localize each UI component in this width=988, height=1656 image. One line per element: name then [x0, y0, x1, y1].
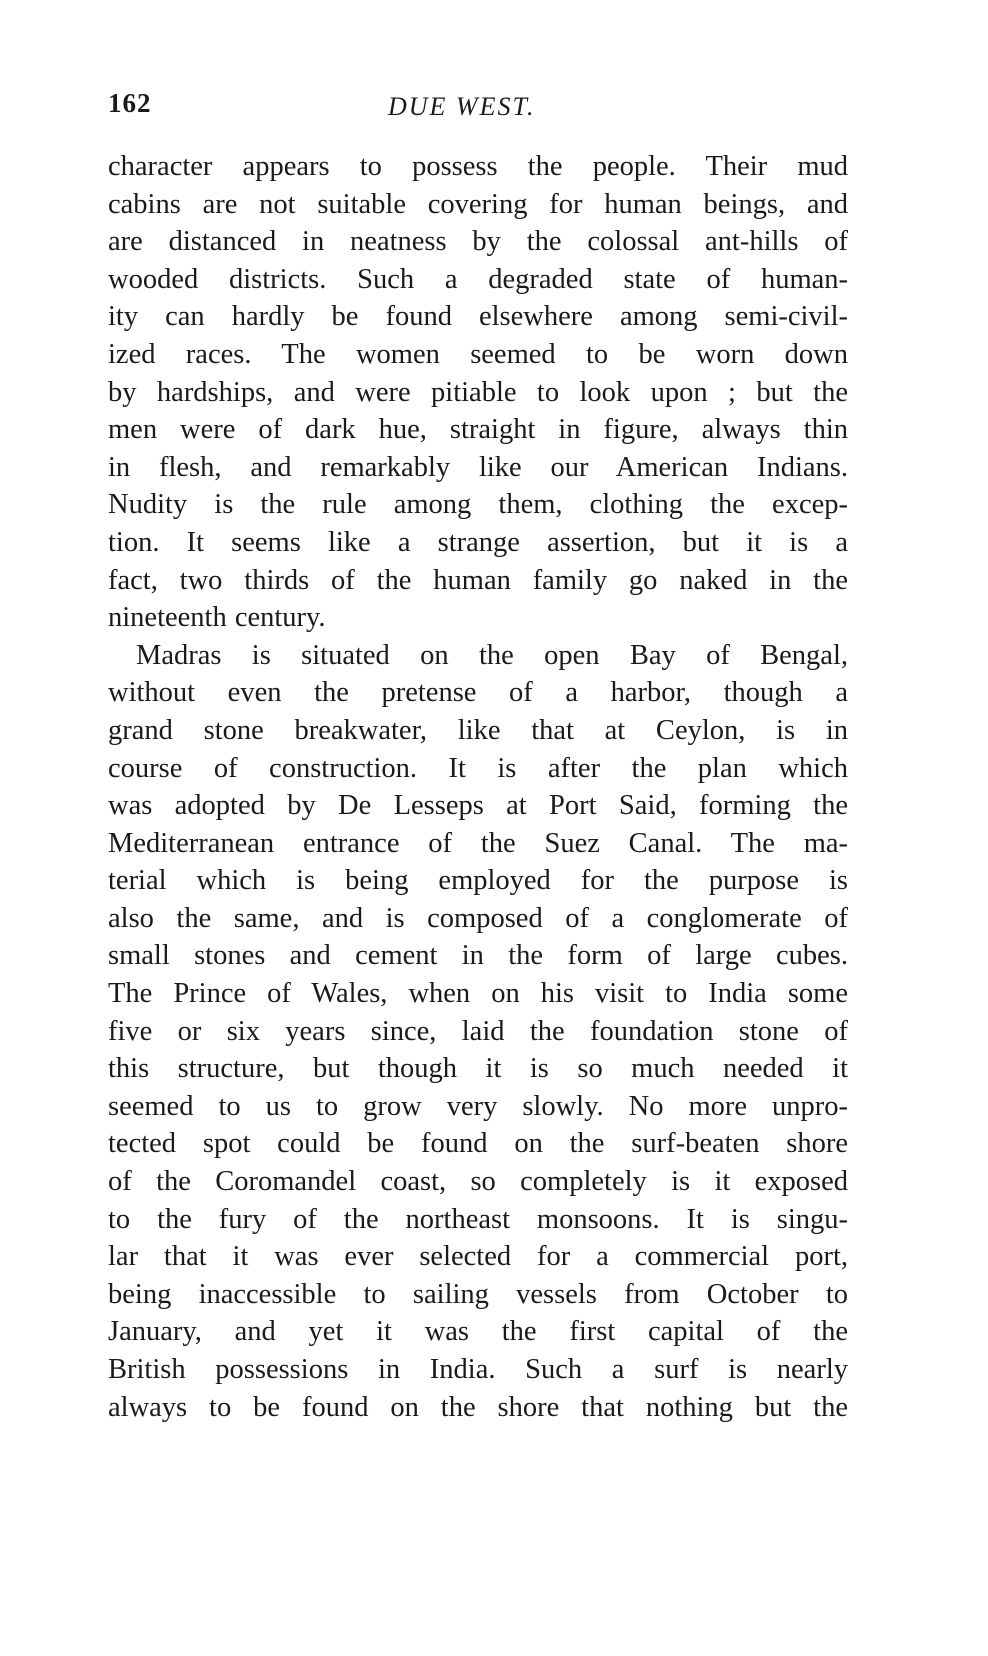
text-line: was adopted by De Lesseps at Port Said, forming the — [108, 790, 848, 822]
text-line: also the same, and is composed of a conglomerate of — [108, 902, 848, 934]
text-line: grand stone breakwater, like that at Ceylon, is in — [108, 714, 848, 746]
paragraph-end-line: nineteenth century. — [108, 602, 326, 634]
text-line: without even the pretense of a harbor, though a — [108, 677, 848, 709]
text-line: terial which is being employed for the purpose is — [108, 865, 848, 897]
text-line: lar that it was ever selected for a commercial port, — [108, 1241, 848, 1273]
text-line: fact, two thirds of the human family go naked in the — [108, 564, 848, 596]
text-line: Mediterranean entrance of the Suez Canal. The ma- — [108, 827, 848, 859]
page-number: 162 — [108, 88, 152, 118]
text-line: Nudity is the rule among them, clothing the excep- — [108, 489, 848, 521]
text-line: January, and yet it was the first capital of the — [108, 1316, 848, 1348]
text-line: ized races. The women seemed to be worn down — [108, 338, 848, 370]
text-line: by hardships, and were pitiable to look upon ; but the — [108, 376, 848, 408]
text-line: wooded districts. Such a degraded state of human- — [108, 263, 848, 295]
text-line: are distanced in neatness by the colossal ant-hills of — [108, 226, 848, 258]
book-page — [108, 88, 848, 1423]
body-text — [108, 148, 848, 1426]
text-line: of the Coromandel coast, so completely is it exposed — [108, 1166, 848, 1198]
text-line: men were of dark hue, straight in figure, always thin — [108, 414, 848, 446]
running-header — [108, 88, 848, 132]
text-line: tion. It seems like a strange assertion, but it is a — [108, 526, 848, 558]
text-line: The Prince of Wales, when on his visit to India some — [108, 978, 848, 1010]
text-line: always to be found on the shore that nothing but the — [108, 1391, 848, 1423]
text-line: five or six years since, laid the foundation stone of — [108, 1015, 848, 1047]
text-line: character appears to possess the people. Their mud — [108, 151, 848, 182]
text-line: in flesh, and remarkably like our American Indians. — [108, 451, 848, 483]
text-line: British possessions in India. Such a surf is nearly — [108, 1354, 848, 1385]
text-line: small stones and cement in the form of large cubes. — [108, 940, 848, 972]
paragraph-start-line: Madras is situated on the open Bay of Bengal, — [136, 639, 848, 671]
text-line: cabins are not suitable covering for human beings, and — [108, 188, 848, 220]
running-title: DUE WEST. — [388, 92, 536, 121]
text-line: ity can hardly be found elsewhere among semi-civil- — [108, 301, 848, 333]
text-line: to the fury of the northeast monsoons. It is singu- — [108, 1203, 848, 1235]
text-line: course of construction. It is after the plan which — [108, 752, 848, 784]
text-line: being inaccessible to sailing vessels from October to — [108, 1278, 848, 1310]
text-line: seemed to us to grow very slowly. No more unpro- — [108, 1090, 848, 1122]
text-line: tected spot could be found on the surf-beaten shore — [108, 1128, 848, 1160]
text-line: this structure, but though it is so much needed it — [108, 1053, 848, 1085]
